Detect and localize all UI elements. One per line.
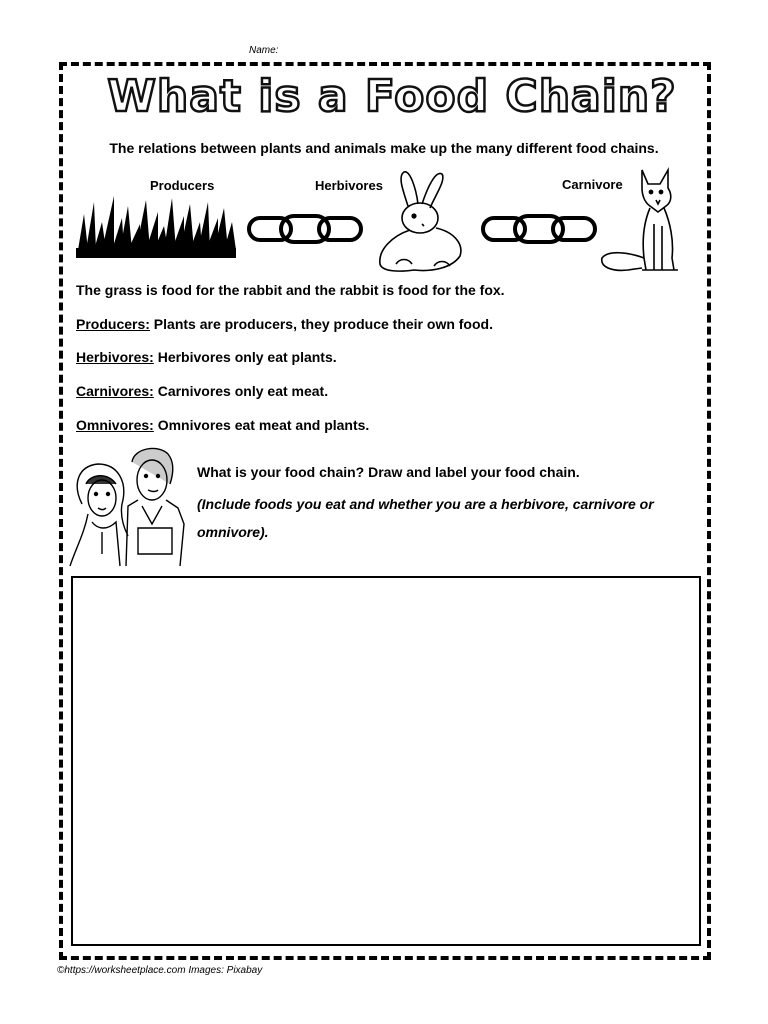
producers-label: Producers — [150, 178, 215, 193]
definition-producers — [76, 316, 493, 332]
footer-credit: ©https://worksheetplace.com Images: Pixabay — [57, 965, 263, 976]
page-title: What is a Food Chain? — [107, 71, 677, 122]
definition-text: Herbivores only eat plants. — [153, 349, 337, 365]
definition-text: Carnivores only eat meat. — [153, 383, 329, 399]
herbivores-label: Herbivores — [315, 178, 383, 193]
definition-herbivores — [76, 349, 337, 365]
drawing-area[interactable] — [71, 576, 701, 946]
activity-hint: (Include foods you eat and whether you are a herbivore, carnivore or omnivore). — [197, 496, 654, 540]
activity-question: What is your food chain? Draw and label your food chain. — [197, 464, 580, 480]
chain-link-icon — [246, 211, 364, 247]
definition-text: Plants are producers, they produce their own food. — [149, 316, 493, 332]
fox-icon — [598, 166, 690, 276]
people-sketch-icon — [68, 444, 192, 568]
definition-omnivores — [76, 417, 369, 433]
intro-text: The relations between plants and animals make up the many different food chains. — [109, 140, 659, 156]
definition-term: Omnivores: — [76, 417, 154, 433]
definition-term: Producers: — [76, 316, 150, 332]
grass-icon — [76, 192, 236, 258]
definition-text: Omnivores eat meat and plants. — [153, 417, 370, 433]
food-chain-sentence: The grass is food for the rabbit and the rabbit is food for the fox. — [76, 282, 505, 298]
rabbit-icon — [372, 168, 468, 276]
chain-link-icon — [480, 211, 598, 247]
name-label: Name: — [249, 45, 279, 56]
definition-carnivores — [76, 383, 328, 399]
carnivore-label: Carnivore — [562, 177, 623, 192]
definition-term: Herbivores: — [76, 349, 154, 365]
definition-term: Carnivores: — [76, 383, 154, 399]
